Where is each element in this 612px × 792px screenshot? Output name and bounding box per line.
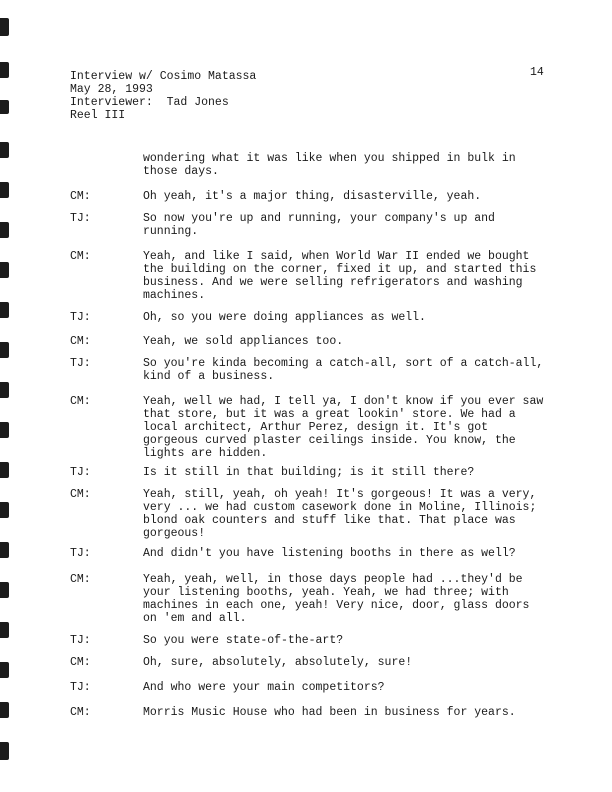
punch-hole-mark [0,18,9,36]
speech-text: Is it still in that building; is it still there? [143,466,475,479]
punch-hole-mark [0,502,9,518]
punch-hole-mark [0,542,9,558]
transcript-entry [70,706,550,719]
speech-text: Yeah, still, yeah, oh yeah! It's gorgeous! It was a very, very ... we had custom casework done in Moline, Illinois; blond oak counters and stuff like that. That place was gorgeous! [143,488,537,540]
speaker-label: CM: [70,706,91,719]
page-number: 14 [530,66,544,79]
transcript-entry [70,212,550,238]
speaker-label: CM: [70,656,91,669]
speech-text: wondering what it was like when you shipped in bulk in those days. [143,152,516,178]
punch-hole-mark [0,262,9,278]
punch-hole-mark [0,100,9,114]
speaker-label: TJ: [70,681,91,694]
punch-hole-mark [0,742,9,760]
punch-hole-mark [0,622,9,638]
speech-text: Oh, sure, absolutely, absolutely, sure! [143,656,413,669]
transcript-entry [70,573,550,625]
speech-text: Morris Music House who had been in business for years. [143,706,516,719]
speech-text: And didn't you have listening booths in there as well? [143,547,516,560]
speaker-label: TJ: [70,357,91,370]
speech-text: Yeah, and like I said, when World War II ended we bought the building on the corner, fixed it up, and started this business. And we were selling refrigerators and washing machines. [143,250,537,302]
speech-text: So you were state-of-the-art? [143,634,344,647]
speaker-label: CM: [70,335,91,348]
transcript-entry [70,357,550,383]
transcript-entry [70,190,550,203]
punch-hole-mark [0,702,9,718]
punch-hole-mark [0,462,9,478]
speech-text: Yeah, well we had, I tell ya, I don't know if you ever saw that store, but it was a great lookin' store. We had a local architect, Arthur Perez, design it. It's got gorgeous curved plaster ceilings inside. You know, the lights are hidden. [143,395,544,460]
transcript-header [70,70,256,122]
speaker-label: CM: [70,190,91,203]
speech-text: So you're kinda becoming a catch-all, sort of a catch-all, kind of a business. [143,357,544,383]
speech-text: Oh, so you were doing appliances as well. [143,311,426,324]
transcript-entry [70,634,550,647]
punch-hole-mark [0,142,9,158]
speaker-label: CM: [70,488,91,501]
transcript-entry [70,547,550,560]
interview-date: May 28, 1993 [70,83,153,96]
punch-hole-mark [0,342,9,358]
transcript-entry [70,311,550,324]
speaker-label: TJ: [70,212,91,225]
speaker-label: CM: [70,250,91,263]
punch-hole-mark [0,222,9,238]
punch-hole-mark [0,382,9,398]
speaker-label: TJ: [70,311,91,324]
punch-hole-mark [0,662,9,678]
transcript-entry [70,488,550,540]
speech-text: Yeah, yeah, well, in those days people had ...they'd be your listening booths, yeah. Yeah, we had three; with machines in each one, yeah! Very nice, door, glass doors on 'em and all. [143,573,530,625]
speaker-label: CM: [70,395,91,408]
punch-hole-mark [0,182,9,198]
punch-hole-mark [0,422,9,438]
punch-hole-mark [0,302,9,318]
interview-title: Interview w/ Cosimo Matassa [70,70,257,83]
speaker-label: TJ: [70,634,91,647]
interviewer-line: Interviewer: Tad Jones [70,96,229,109]
speech-text: Yeah, we sold appliances too. [143,335,344,348]
speech-text: Oh yeah, it's a major thing, disasterville, yeah. [143,190,482,203]
reel-label: Reel III [70,109,126,122]
speaker-label: TJ: [70,466,91,479]
transcript-entry [70,656,550,669]
speaker-label: TJ: [70,547,91,560]
punch-hole-mark [0,62,9,78]
speaker-label: CM: [70,573,91,586]
speech-text: And who were your main competitors? [143,681,385,694]
punch-hole-mark [0,582,9,598]
transcript-entry [70,250,550,302]
speech-text: So now you're up and running, your company's up and running. [143,212,495,238]
transcript-entry [70,395,550,460]
transcript-entry [70,152,550,178]
transcript-entry [70,681,550,694]
transcript-entry [70,335,550,348]
transcript-entry [70,466,550,479]
